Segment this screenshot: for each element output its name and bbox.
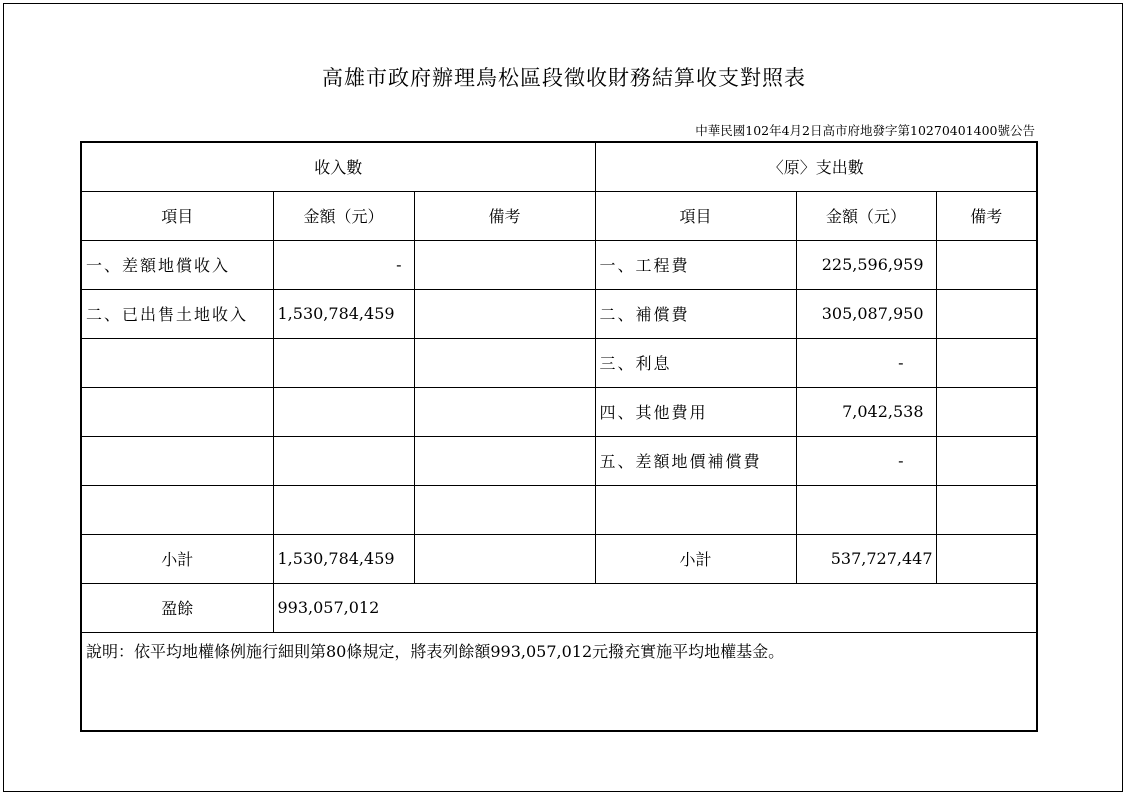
surplus-label: 盈餘 [81,583,273,632]
income-item [81,338,273,387]
expense-amount: - [796,436,936,485]
expense-item: 一、工程費 [595,240,796,289]
expense-remark [936,485,1037,534]
expense-section-label: 〈原〉支出數 [595,142,1037,191]
income-remark-header: 備考 [414,191,595,240]
income-amount [273,485,414,534]
income-remark [414,436,595,485]
expense-remark-header: 備考 [936,191,1037,240]
income-remark [414,387,595,436]
expense-item-header: 項目 [595,191,796,240]
expense-remark [936,436,1037,485]
expense-remark [936,338,1037,387]
document-title: 高雄市政府辦理鳥松區段徵收財務結算收支對照表 [322,66,806,90]
table-row [81,387,1037,436]
table-row [81,338,1037,387]
income-amount: 1,530,784,459 [273,289,414,338]
income-subtotal-value: 1,530,784,459 [273,534,414,583]
income-item [81,436,273,485]
income-remark [414,485,595,534]
table-row [81,289,1037,338]
income-remark [414,338,595,387]
expense-subtotal-value: 537,727,447 [796,534,936,583]
income-amount [273,436,414,485]
expense-item: 二、補償費 [595,289,796,338]
explanatory-note: 說明：依平均地權條例施行細則第80條規定，將表列餘額993,057,012元撥充實施平均地權基金。 [81,632,1037,731]
note-row [81,632,1037,731]
income-subtotal-label: 小計 [81,534,273,583]
income-expense-table [80,141,1038,732]
income-amount [273,387,414,436]
income-remark [414,289,595,338]
surplus-value: 993,057,012 [273,583,1037,632]
expense-amount [796,485,936,534]
expense-amount: 7,042,538 [796,387,936,436]
surplus-row [81,583,1037,632]
income-item [81,387,273,436]
expense-amount-header: 金額（元） [796,191,936,240]
expense-amount: - [796,338,936,387]
table-row [81,485,1037,534]
expense-item: 五、差額地價補償費 [595,436,796,485]
income-amount: - [273,240,414,289]
income-item [81,485,273,534]
expense-item: 三、利息 [595,338,796,387]
table-row [81,240,1037,289]
income-item: 一、差額地償收入 [81,240,273,289]
income-subtotal-remark [414,534,595,583]
expense-remark [936,289,1037,338]
announcement-reference: 中華民國102年4月2日高市府地發字第10270401400號公告 [695,123,1035,138]
subtotal-row [81,534,1037,583]
expense-amount: 305,087,950 [796,289,936,338]
table-row [81,436,1037,485]
section-header-row [81,142,1037,191]
expense-subtotal-label: 小計 [595,534,796,583]
income-remark [414,240,595,289]
income-amount [273,338,414,387]
expense-amount: 225,596,959 [796,240,936,289]
expense-remark [936,387,1037,436]
income-section-label: 收入數 [81,142,595,191]
income-amount-header: 金額（元） [273,191,414,240]
column-header-row [81,191,1037,240]
expense-item [595,485,796,534]
income-item-header: 項目 [81,191,273,240]
expense-subtotal-remark [936,534,1037,583]
income-item: 二、已出售土地收入 [81,289,273,338]
expense-remark [936,240,1037,289]
expense-item: 四、其他費用 [595,387,796,436]
